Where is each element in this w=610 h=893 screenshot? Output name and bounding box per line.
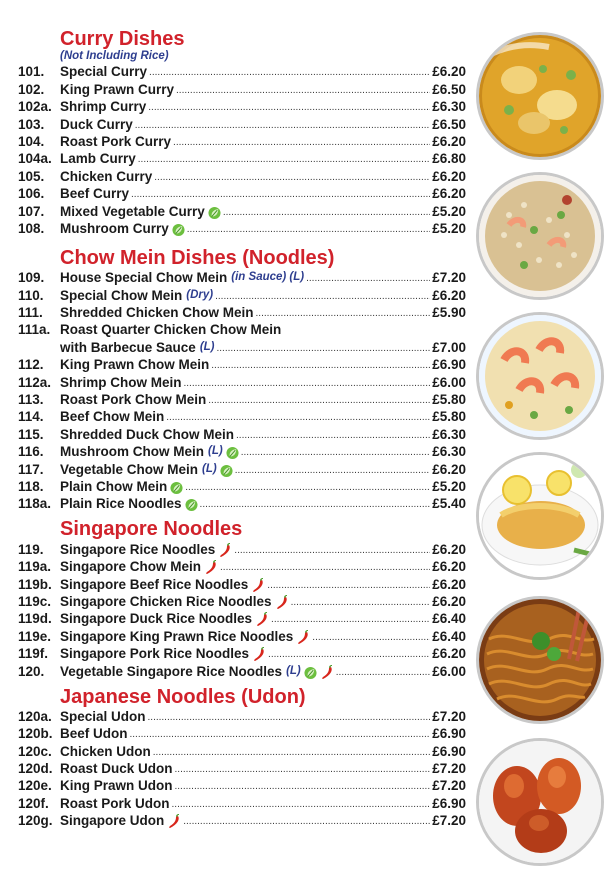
menu-item — [18, 80, 466, 97]
leader-dots — [175, 763, 431, 777]
item-number: 119e. — [18, 628, 52, 644]
item-note: (Dry) — [186, 288, 214, 301]
leader-dots — [148, 711, 431, 725]
item-number: 104. — [18, 133, 45, 149]
leader-dots — [215, 290, 430, 304]
lemon-chicken-photo — [476, 452, 604, 580]
item-number: 108. — [18, 220, 45, 236]
item-number: 111a. — [18, 322, 51, 338]
item-price: £6.20 — [432, 133, 466, 149]
item-price: £6.20 — [432, 168, 466, 184]
menu-item — [18, 725, 466, 742]
item-name: Singapore Chicken Rice Noodles — [60, 593, 272, 609]
item-name: Roast Pork Udon — [60, 795, 170, 811]
item-number: 120f. — [18, 795, 49, 811]
item-name: Chicken Udon — [60, 743, 151, 759]
item-number: 120d. — [18, 761, 53, 777]
menu-item — [18, 98, 466, 115]
leader-dots — [131, 188, 430, 202]
leader-dots — [271, 613, 430, 627]
item-number: 118a. — [18, 496, 52, 512]
item-price: £6.20 — [432, 186, 466, 202]
leader-dots — [135, 119, 430, 133]
item-number: 119c. — [18, 593, 52, 609]
section-japanese-noodles — [18, 686, 466, 830]
menu-item — [18, 540, 466, 557]
item-number: 106. — [18, 186, 45, 202]
item-name: Beef Udon — [60, 726, 128, 742]
menu-item — [18, 662, 466, 679]
menu-item — [18, 708, 466, 725]
menu-list — [18, 28, 466, 829]
item-number: 117. — [18, 461, 44, 477]
leader-dots — [291, 596, 431, 610]
item-price: £6.20 — [432, 287, 466, 303]
menu-item — [18, 443, 466, 460]
item-note: (L) — [286, 664, 301, 677]
leader-dots — [138, 153, 430, 167]
chili-icon — [167, 814, 181, 829]
menu-item — [18, 777, 466, 794]
item-number: 115. — [18, 426, 44, 442]
menu-item — [18, 812, 466, 829]
menu-item — [18, 202, 466, 219]
menu-item — [18, 167, 466, 184]
section-title: Chow Mein Dishes (Noodles) — [60, 246, 335, 269]
chili-icon — [320, 665, 334, 680]
leader-dots — [234, 544, 430, 558]
item-name: Singapore Pork Rice Noodles — [60, 646, 250, 662]
item-number: 120g. — [18, 813, 53, 829]
leader-dots — [256, 307, 431, 321]
item-price: £6.20 — [432, 461, 466, 477]
item-price: £5.20 — [432, 220, 466, 236]
item-number: 102a. — [18, 99, 52, 115]
item-name: Special Udon — [60, 708, 146, 724]
item-name: Special Curry — [60, 64, 148, 80]
item-name: Singapore Chow Mein — [60, 559, 202, 575]
menu-item — [18, 321, 466, 338]
leader-dots — [306, 272, 430, 286]
item-note: (L) — [202, 462, 217, 475]
item-name: Special Chow Mein — [60, 287, 183, 303]
item-name: Shrimp Curry — [60, 99, 147, 115]
section-title: Singapore Noodles — [60, 518, 243, 541]
chili-icon — [296, 630, 310, 645]
leader-dots — [183, 815, 430, 829]
leader-dots — [241, 446, 431, 460]
item-price: £5.40 — [432, 496, 466, 512]
item-name: Mixed Vegetable Curry — [60, 203, 205, 219]
item-name: Roast Duck Udon — [60, 761, 173, 777]
chili-icon — [251, 578, 265, 593]
item-name: Singapore Duck Rice Noodles — [60, 611, 253, 627]
item-number: 120b. — [18, 726, 53, 742]
item-number: 119b. — [18, 576, 52, 592]
item-note: (L) — [199, 340, 215, 353]
menu-item — [18, 269, 466, 286]
item-name: Vegetable Chow Mein — [60, 461, 199, 477]
item-name-continued: with Barbecue Sauce — [60, 339, 196, 355]
menu-item — [18, 425, 466, 442]
item-price: £5.80 — [432, 409, 466, 425]
item-number: 111. — [18, 305, 43, 321]
leaf-icon — [208, 206, 221, 220]
item-price: £7.20 — [432, 761, 466, 777]
leader-dots — [208, 394, 430, 408]
item-number: 109. — [18, 270, 45, 286]
item-price: £6.00 — [432, 663, 466, 679]
chili-icon — [218, 543, 232, 558]
item-price: £6.50 — [432, 116, 466, 132]
section-curry-dishes — [18, 28, 466, 237]
item-number: 110. — [18, 287, 44, 303]
item-name: Plain Chow Mein — [60, 478, 168, 494]
fried-rice-photo — [476, 172, 604, 300]
menu-item — [18, 115, 466, 132]
chili-icon — [275, 595, 289, 610]
menu-item — [18, 304, 466, 321]
item-name: Chicken Curry — [60, 168, 153, 184]
item-price: £6.30 — [432, 444, 466, 460]
item-price: £5.80 — [432, 392, 466, 408]
item-name: Plain Rice Noodles — [60, 496, 182, 512]
item-note: (in Sauce) (L) — [231, 271, 305, 284]
item-number: 119a. — [18, 559, 52, 575]
item-price: £7.20 — [432, 708, 466, 724]
item-name: King Prawn Chow Mein — [60, 357, 210, 373]
item-price: £6.90 — [432, 726, 466, 742]
item-price: £6.20 — [432, 593, 466, 609]
leader-dots — [223, 206, 430, 220]
item-number: 119d. — [18, 611, 52, 627]
item-name: Beef Chow Mein — [60, 409, 165, 425]
section-chow-mein — [18, 247, 466, 512]
item-number: 103. — [18, 116, 45, 132]
item-price: £7.20 — [432, 270, 466, 286]
menu-item — [18, 627, 466, 644]
leader-dots — [184, 377, 431, 391]
item-name: Mushroom Curry — [60, 220, 169, 236]
item-number: 113. — [18, 392, 44, 408]
item-price: £6.30 — [432, 426, 466, 442]
item-price: £6.20 — [432, 64, 466, 80]
item-number: 120e. — [18, 778, 52, 794]
item-name: Shredded Duck Chow Mein — [60, 426, 235, 442]
item-price: £6.20 — [432, 576, 466, 592]
leader-dots — [173, 136, 430, 150]
leader-dots — [176, 84, 430, 98]
menu-item — [18, 391, 466, 408]
leader-dots — [148, 101, 430, 115]
item-price: £7.20 — [432, 813, 466, 829]
leader-dots — [236, 429, 430, 443]
menu-item — [18, 185, 466, 202]
item-name: Shrimp Chow Mein — [60, 374, 182, 390]
menu-item — [18, 373, 466, 390]
menu-item — [18, 794, 466, 811]
leader-dots — [268, 648, 430, 662]
item-name: Roast Pork Chow Mein — [60, 392, 207, 408]
item-price: £6.20 — [432, 541, 466, 557]
leader-dots — [211, 359, 430, 373]
item-price: £7.00 — [432, 339, 466, 355]
menu-item — [18, 150, 466, 167]
menu-item — [18, 645, 466, 662]
menu-item-continued — [18, 338, 466, 355]
leaf-icon — [220, 464, 233, 478]
menu-item — [18, 63, 466, 80]
item-name: Singapore Beef Rice Noodles — [60, 576, 249, 592]
item-price: £6.30 — [432, 99, 466, 115]
item-price: £6.40 — [432, 628, 466, 644]
section-title: Curry Dishes — [60, 28, 185, 50]
leaf-icon — [185, 498, 198, 512]
leader-dots — [149, 66, 430, 80]
item-number: 114. — [18, 409, 44, 425]
menu-item — [18, 133, 466, 150]
leader-dots — [200, 498, 431, 512]
chili-icon — [252, 647, 266, 662]
leader-dots — [235, 464, 430, 478]
item-name: Roast Pork Curry — [60, 133, 172, 149]
item-price: £5.90 — [432, 305, 466, 321]
item-name: Beef Curry — [60, 186, 130, 202]
item-price: £7.20 — [432, 778, 466, 794]
chicken-wings-photo — [476, 738, 604, 866]
item-name: Roast Quarter Chicken Chow Mein — [60, 322, 282, 338]
item-price: £6.40 — [432, 611, 466, 627]
menu-item — [18, 220, 466, 237]
shrimp-rice-photo — [476, 312, 604, 440]
menu-item — [18, 495, 466, 512]
leader-dots — [153, 746, 430, 760]
menu-item — [18, 408, 466, 425]
leader-dots — [220, 561, 430, 575]
item-number: 101. — [18, 64, 45, 80]
leader-dots — [154, 171, 430, 185]
curry-photo — [476, 32, 604, 160]
menu-item — [18, 610, 466, 627]
item-number: 120c. — [18, 743, 52, 759]
item-name: Mushroom Chow Mein — [60, 444, 204, 460]
item-note: (L) — [208, 445, 223, 458]
section-note: (Not Including Rice) — [60, 50, 169, 62]
item-name: Lamb Curry — [60, 151, 136, 167]
menu-item — [18, 593, 466, 610]
item-number: 119f. — [18, 646, 49, 662]
item-number: 104a. — [18, 151, 52, 167]
leaf-icon — [226, 446, 239, 460]
item-number: 112. — [18, 357, 44, 373]
item-name: Singapore Rice Noodles — [60, 541, 216, 557]
item-price: £6.00 — [432, 374, 466, 390]
item-price: £5.20 — [432, 478, 466, 494]
item-number: 120. — [18, 663, 45, 679]
item-number: 112a. — [18, 374, 52, 390]
leader-dots — [166, 411, 430, 425]
item-name: Singapore King Prawn Rice Noodles — [60, 628, 294, 644]
leaf-icon — [304, 666, 317, 680]
leader-dots — [267, 579, 430, 593]
item-number: 116. — [18, 444, 44, 460]
leader-dots — [312, 631, 430, 645]
menu-item — [18, 478, 466, 495]
item-number: 102. — [18, 81, 45, 97]
item-name: Shredded Chicken Chow Mein — [60, 305, 254, 321]
item-price: £6.20 — [432, 646, 466, 662]
item-number: 119. — [18, 541, 44, 557]
leader-dots — [172, 798, 431, 812]
item-name: King Prawn Udon — [60, 778, 173, 794]
singapore-noodles-photo — [476, 596, 604, 724]
menu-item — [18, 558, 466, 575]
leader-dots — [175, 780, 431, 794]
menu-item — [18, 575, 466, 592]
menu-item — [18, 760, 466, 777]
item-name: King Prawn Curry — [60, 81, 175, 97]
item-price: £6.20 — [432, 559, 466, 575]
menu-item — [18, 460, 466, 477]
leader-dots — [185, 481, 430, 495]
item-number: 120a. — [18, 708, 52, 724]
item-number: 105. — [18, 168, 45, 184]
chili-icon — [255, 612, 269, 627]
section-title: Japanese Noodles (Udon) — [60, 685, 306, 708]
leader-dots — [187, 223, 430, 237]
item-name: Vegetable Singapore Rice Noodles — [60, 663, 283, 679]
item-price: £6.50 — [432, 81, 466, 97]
item-price: £6.90 — [432, 357, 466, 373]
item-number: 107. — [18, 203, 45, 219]
menu-item — [18, 286, 466, 303]
leaf-icon — [172, 223, 185, 237]
item-price: £5.20 — [432, 203, 466, 219]
item-price: £6.90 — [432, 795, 466, 811]
leader-dots — [217, 342, 431, 356]
leaf-icon — [170, 481, 183, 495]
section-singapore-noodles — [18, 518, 466, 679]
item-name: House Special Chow Mein — [60, 270, 228, 286]
item-price: £6.90 — [432, 743, 466, 759]
chili-icon — [204, 560, 218, 575]
item-name: Singapore Udon — [60, 813, 165, 829]
item-name: Duck Curry — [60, 116, 133, 132]
item-price: £6.80 — [432, 151, 466, 167]
leader-dots — [130, 728, 431, 742]
item-number: 118. — [18, 478, 44, 494]
menu-item — [18, 356, 466, 373]
menu-item — [18, 742, 466, 759]
leader-dots — [336, 666, 430, 680]
